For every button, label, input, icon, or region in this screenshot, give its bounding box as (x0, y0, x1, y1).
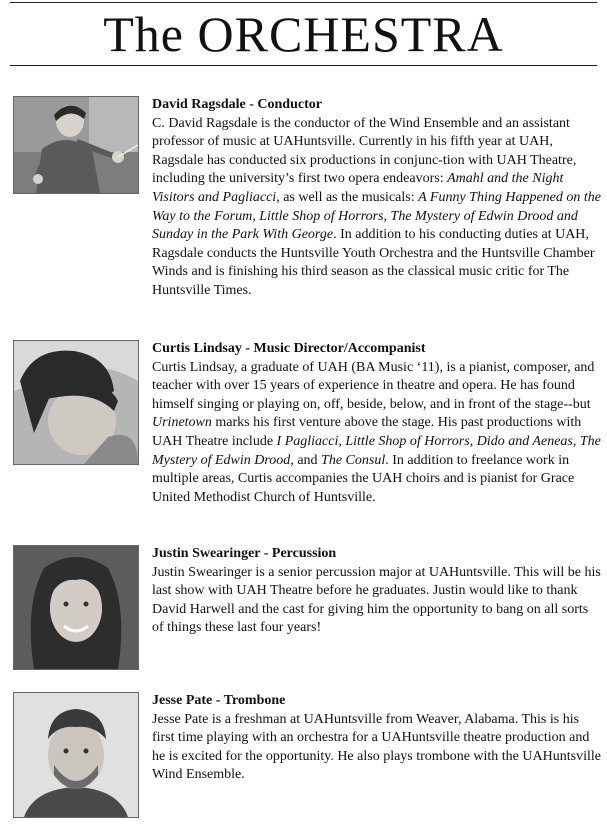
title-top-rule (10, 2, 597, 3)
member-bio-ragsdale (13, 96, 603, 326)
bio-text-block (152, 545, 603, 638)
member-bio-swearinger (13, 545, 603, 670)
conductor-photo (13, 96, 139, 194)
bio-text-run: Justin Swearinger is a senior percussion major at UAHuntsville. This will be his last show with UAH Theatre before he graduates. Justin would like to thank David Harwell and the cast for giving him the opportunity to bang on all sorts of things these last four years! (152, 564, 601, 636)
italic-title: Little Shop of Horrors (345, 433, 470, 449)
italic-title: Urinetown (152, 415, 212, 431)
member-bio-pate (13, 692, 603, 818)
member-bio-lindsay (13, 340, 603, 530)
bio-text-block (152, 340, 603, 507)
portrait-photo (13, 340, 139, 465)
portrait-photo-image (14, 341, 138, 464)
page-title: The ORCHESTRA (103, 6, 504, 62)
italic-title: Dido and Aeneas (476, 433, 573, 449)
bio-text-run: . In addition to his conducting duties at UAH, Ragsdale conducts the Huntsville Youth Orchestra and the Huntsville Chamber Winds and is finishing his third season as the classical music critic for The Huntsville Times. (152, 227, 595, 298)
portrait-photo (13, 692, 139, 818)
italic-title: I Pagliacci (276, 433, 339, 449)
bio-text-run: , (338, 433, 346, 449)
bio-text-run: C. David Ragsdale is the conductor of the Wind Ensemble and an assistant professor of music at UAHuntsville. Currently in his fifth year at UAH, Ragsdale has conducted six productions in conjunc-tion with UAH Theatre, including the university’s first two opera endeavors: (152, 115, 577, 187)
bio-text-run: , as well as the musicals: (276, 189, 419, 205)
italic-title: Amahl and the Night Visitors and Pagliacci (152, 171, 564, 205)
italic-title: The Consul (321, 452, 386, 468)
bio-text-block (152, 96, 603, 301)
italic-title: The Mystery of Edwin Drood (152, 433, 601, 468)
bio-text-run: marks his first venture above the stage. His past productions with UAH Theatre include (152, 415, 582, 449)
portrait-photo (13, 545, 139, 670)
bio-text-run: Curtis Lindsay, a graduate of UAH (BA Music ‘11), is a pianist, composer, and teacher with over 15 years of experience in theatre and opera. He has found himself singing or playing on, off, beside, below, and in front of the stage--but (152, 359, 595, 412)
bio-text-run: Jesse Pate is a freshman at UAHuntsville from Weaver, Alabama. This is his first time playing with an orchestra for a UAHuntsville theatre production and he is excited for the opportunity. He also plays trombone with the UAHuntsville Wind Ensemble. (152, 711, 601, 783)
bio-text-run: . In addition to freelance work in multiple areas, Curtis accompanies the UAH choirs and is pianist for Grace United Methodist Church of Huntsville. (152, 452, 575, 505)
member-bio-body (152, 711, 603, 785)
portrait-photo-image (14, 693, 138, 817)
portrait-photo-image (14, 546, 138, 669)
italic-title: A Funny Thing Happened on the Way to the Forum, Little Shop of Horrors, The Mystery of Edwin Drood and Sunday in the Park With George (152, 189, 601, 243)
member-bio-body (152, 359, 603, 508)
member-name-role: Justin Swearinger - Percussion (152, 546, 337, 561)
member-name-role: David Ragsdale - Conductor (152, 97, 322, 112)
member-bio-body (152, 564, 603, 638)
member-name-role: Jesse Pate - Trombone (152, 693, 286, 708)
conductor-photo-image (14, 97, 138, 193)
bio-text-run: , (469, 433, 477, 449)
bio-text-block (152, 692, 603, 785)
member-bio-body (152, 115, 603, 301)
title-bottom-rule (10, 65, 597, 66)
bio-text-run: , and (290, 452, 322, 468)
member-name-role: Curtis Lindsay - Music Director/Accompanist (152, 341, 426, 356)
bio-text-run: , (572, 433, 580, 449)
